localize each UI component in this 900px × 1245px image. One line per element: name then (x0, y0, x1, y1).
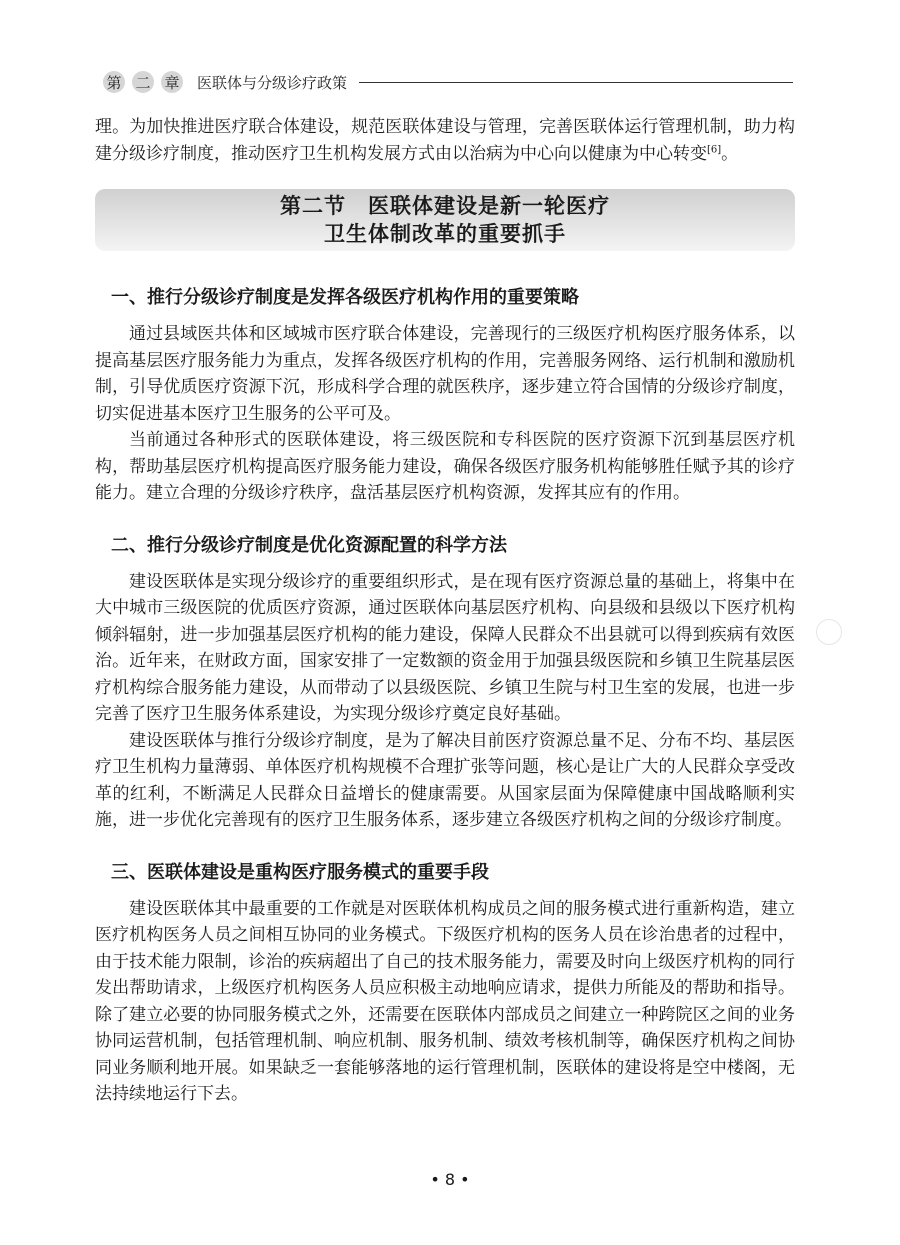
section-title-line-2: 卫生体制改革的重要抓手 (324, 221, 566, 246)
intro-paragraph (95, 114, 795, 167)
body-paragraph: 建设医联体是实现分级诊疗的重要组织形式，是在现有医疗资源总量的基础上，将集中在大中城市三级医院的优质医疗资源，通过医联体向基层医疗机构、向县级和县级以下医疗机构倾斜辐射，进一步加强基层医疗机构的能力建设，保障人民群众不出县就可以得到疾病有效医治。近年来，在财政方面，国家安排了一定数额的资金用于加强县级医院和乡镇卫生院基层医疗机构综合服务能力建设，从而带动了以县级医院、乡镇卫生院与村卫生室的发展，也进一步完善了医疗卫生服务体系建设，为实现分级诊疗奠定良好基础。 (95, 571, 795, 724)
chapter-title: 医联体与分级诊疗政策 (197, 73, 348, 92)
header-rule (359, 82, 793, 83)
citation-ref: [6] (707, 143, 722, 155)
page-number: • 8 • (430, 1170, 470, 1189)
running-header (103, 68, 793, 96)
body-paragraph: 建设医联体其中最重要的工作就是对医联体机构成员之间的服务模式进行重新构造，建立医疗机构医务人员之间相互协同的业务模式。下级医疗机构的医务人员在诊治患者的过程中，由于技术能力限制，诊治的疾病超出了自己的技术服务能力，需要及时向上级医疗机构的同行发出帮助请求，上级医疗机构医务人员应积极主动地响应请求，提供力所能及的帮助和指导。除了建立必要的协同服务模式之外，还需要在医联体内部成员之间建立一种跨院区之间的业务协同运营机制，包括管理机制、响应机制、服务机制、绩效考核机制等，确保医疗机构之间协同业务顺利地开展。如果缺乏一套能够落地的运行管理机制，医联体的建设将是空中楼阁，无法持续地运行下去。 (95, 898, 795, 1104)
margin-stamp-mark (816, 619, 842, 645)
chapter-label (103, 71, 183, 93)
body-paragraph: 通过县域医共体和区域城市医疗联合体建设，完善现行的三级医疗机构医疗服务体系，以提高基层医疗服务能力为重点，发挥各级医疗机构的作用，完善服务网络、运行机制和激励机制，引导优质医疗资源下沉，形成科学合理的就医秩序，逐步建立符合国情的分级诊疗制度，切实促进基本医疗卫生服务的公平可及。 (95, 324, 795, 424)
subheading-3: 三、医联体建设是重构医疗服务模式的重要手段 (111, 861, 489, 883)
subheading-2: 二、推行分级诊疗制度是优化资源配置的科学方法 (111, 534, 507, 556)
body-paragraph: 建设医联体与推行分级诊疗制度，是为了解决目前医疗资源总量不足、分布不均、基层医疗卫生机构力量薄弱、单体医疗机构规模不合理扩张等问题，核心是让广大的人民群众享受改革的红利，不断满足人民群众日益增长的健康需要。从国家层面为保障健康中国战略顺利实施，进一步优化完善现有的医疗卫生服务体系，逐步建立各级医疗机构之间的分级诊疗制度。 (95, 730, 795, 830)
chapter-char: 章 (161, 71, 183, 93)
intro-end: 。 (721, 143, 739, 164)
section-title-line-1: 第二节 医联体建设是新一轮医疗 (280, 193, 610, 218)
chapter-char: 第 (103, 71, 125, 93)
body-paragraph: 当前通过各种形式的医联体建设，将三级医院和专科医院的医疗资源下沉到基层医疗机构，帮助基层医疗机构提高医疗服务能力建设，确保各级医疗服务机构能够胜任赋予其的诊疗能力。建立合理的分级诊疗秩序，盘活基层医疗机构资源，发挥其应有的作用。 (95, 430, 795, 503)
page-body (95, 114, 795, 1108)
section-title-banner (95, 189, 795, 251)
intro-text: 理。为加快推进医疗联合体建设，规范医联体建设与管理，完善医联体运行管理机制，助力构建分级诊疗制度，推动医疗卫生机构发展方式由以治病为中心向以健康为中心转变 (95, 117, 795, 164)
subheading-1: 一、推行分级诊疗制度是发挥各级医疗机构作用的重要策略 (111, 287, 579, 308)
chapter-char: 二 (132, 71, 154, 93)
